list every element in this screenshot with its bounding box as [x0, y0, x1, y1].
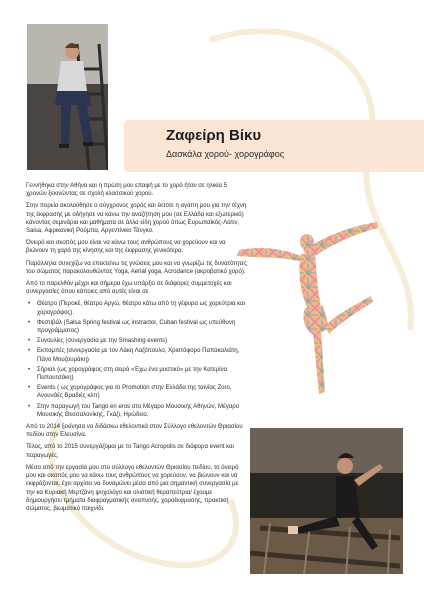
- bio-paragraph-7: Τέλος, από το 2015 συνεργάζομαι με το Tango Acropolis σε διάφορα event και παραγωγές.: [26, 444, 234, 459]
- bio-paragraph-4: Παράλληλα συνεχίζω να επεκτείνω τις γνώσεις μου και να γνωρίζω τις δυνατότητες του σώματος παρακολουθώντας Yoga, Aerial yoga, Acrodance (ακροβατικό χορό).: [26, 260, 248, 275]
- page-title: Ζαφείρη Βίκυ: [166, 127, 262, 144]
- bio-paragraph-1: Γεννήθηκα στην Αθήνα και η πρώτη μου επαφή με το χορό ήταν σε ηλικία 5 χρονών ξεκινώντας σε σχολή κλασσικού χορού.: [26, 183, 228, 198]
- list-item: • Φεστιβάλ (Salsa Spring festival ως instractor, Cuban festival ως υπεύθυνη προγράμματος): [26, 319, 248, 335]
- list-item: • Συνουλίες (συνεργασία με την Smashing events): [26, 337, 248, 345]
- bio-paragraph-6: Από το 2014 ξεκίνησα να διδάσκω εθελοντικά στον Σύλλογο εθελοντών Θριασίου πεδίου στην Ελευσίνα.: [26, 424, 243, 439]
- list-item: • Στην παραγωγή του Tango en eros στο Μέγαρο Μουσικής Αθηνών, Μέγαρο Μουσικής Θεσσαλονίκης, Γκάζι, Ηρώδειο.: [26, 403, 248, 419]
- portrait-photo: [27, 24, 108, 170]
- dancer-silhouette-art: [231, 196, 381, 396]
- list-item: • Θέατρο (Περοκέ, θέατρο Αργώ, θέατρο κάτω από τη γέφυρα ως χορεύτρια και χορογράφος).: [26, 300, 248, 316]
- bio-paragraph-3: Όνειρό και σκοπός μου είναι να κάνω τους ανθρώπους να χορεύουν και να βιώνουν τη χαρά της κίνησης και της έκφρασης γενικότερα.: [26, 240, 226, 255]
- list-item: • Σήριαλ (ως χορογράφος στη σειρά «Έχω ένα μυστικό» με την Κατερίνα Παπουτσάκη): [26, 366, 248, 382]
- collaborations-list: [26, 300, 248, 419]
- dancer-photo: [250, 428, 403, 574]
- bio-paragraph-8: Μέσα από την εργασία μου στο σύλλογο εθελοντών Θριασίου πεδίου, το όνειρό μου και σκοπός μου να κάνω τους ανθρώπους να χορεύουν, να βιώνουν και να εκφράζονται, έχει αρχίσει να δυναμώνει μέσα από μια σημαντική συνεργασία με την κα Κυριακή Μερτζάνη ψυχολόγο και ολιστική θεραπεύτρια/ έχουμε δημιουργήσει τμήματα διαφραγματικής αναπνοής, χοροέκφρασης, πρακτική σώματος, βιωματικό παιχνίδι.: [26, 464, 239, 512]
- page-subtitle: Δασκάλα χορού- χορογράφος: [166, 149, 285, 159]
- biography-text: [26, 182, 248, 517]
- bio-paragraph-2: Στην πορεία ακολούθησε ο σύγχρονος χορός και έκτοτε η αγάπη μου για την τέχνη της έκφρασης με οδήγησε να κάνω την αναζήτηση μου (σε Ελλάδα και εξωτερικό) κάνοντας σεμινάρια και μαθήματα σε άλλα είδη χορού όπως Ευρωπαϊκός-Λάτιν, Salsa, Αφρικανική Ρούμπα, Αργεντίνικο Τάνγκο.: [26, 203, 247, 235]
- list-item: • Events ( ως χορογράφος για το Promotion στην Ελλάδα της ταινίας Zoro, Ανουνάές Βραδιές κλπ): [26, 384, 248, 400]
- bio-paragraph-5: Από το παρελθόν μέχρι και σήμερα έχω υπάρξει σε διάφορες συμμετοχές και συνεργασίες όπου κάποιες από αυτές είναι σε: [26, 281, 232, 296]
- list-item: • Εκπομπές (συνεργασία με τον Λάκη Λαζόπουλο, Χριστόφορο Παπακαλιάτη, Πάνο Μουζουράκη): [26, 347, 248, 363]
